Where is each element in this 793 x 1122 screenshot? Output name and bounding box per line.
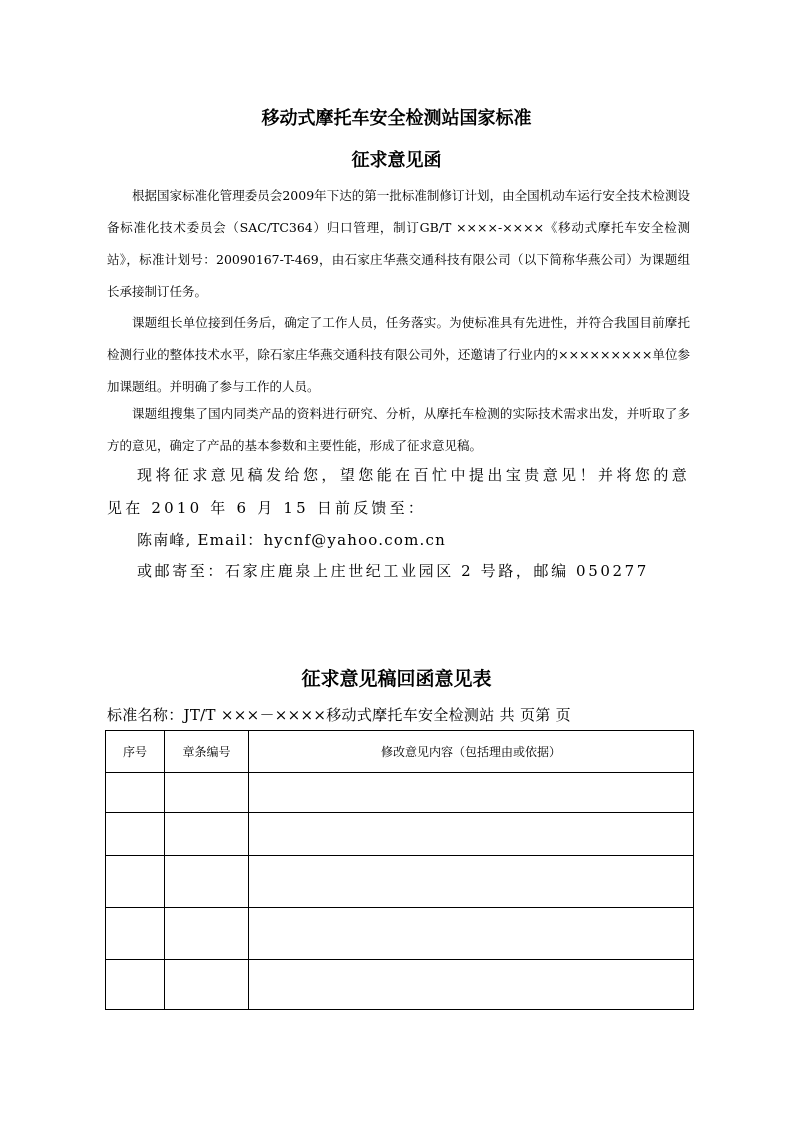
column-header-comment: 修改意见内容（包括理由或依据）	[249, 731, 694, 773]
document-title: 移动式摩托车安全检测站国家标准	[261, 108, 532, 129]
paragraph-1: 根据国家标准化管理委员会2009年下达的第一批标准制修订计划，由全国机动车运行安全技术检测设备标准化技术委员会（SAC/TC364）归口管理，制订GB/T ××××-××××《移动式摩托车安全检测站》，标准计划号：20090167-T-469，由石家庄华燕交通科技有限公司（以下简称华燕公司）为课题组长承接制订任务。	[107, 188, 690, 299]
table-cell[interactable]	[106, 773, 165, 813]
standard-name-line: 标准名称：JT/T ×××－××××移动式摩托车安全检测站 共 页第 页	[107, 706, 571, 724]
table-cell[interactable]	[165, 908, 249, 960]
paragraph-2: 课题组长单位接到任务后，确定了工作人员，任务落实。为使标准具有先进性，并符合我国目前摩托检测行业的整体技术水平，除石家庄华燕交通科技有限公司外，还邀请了行业内的×××××××××单位参加课题组。并明确了参与工作的人员。	[107, 315, 690, 394]
table-cell[interactable]	[249, 856, 694, 908]
table-row	[106, 908, 694, 960]
table-row	[106, 773, 694, 813]
table-cell[interactable]	[249, 908, 694, 960]
column-header-clause: 章条编号	[165, 731, 249, 773]
feedback-request: 现将征求意见稿发给您，望您能在百忙中提出宝贵意见！并将您的意见在 2010 年 6 月 15 日前反馈至：	[107, 466, 690, 517]
document-subtitle: 征求意见函	[351, 150, 442, 171]
table-cell[interactable]	[249, 813, 694, 856]
table-cell[interactable]	[249, 960, 694, 1010]
table-cell[interactable]	[249, 773, 694, 813]
table-row	[106, 960, 694, 1010]
table-row	[106, 813, 694, 856]
address-line: 或邮寄至：石家庄鹿泉上庄世纪工业园区 2 号路，邮编 050277	[137, 562, 649, 580]
table-row	[106, 856, 694, 908]
contact-line: 陈南峰, Email：hycnf@yahoo.com.cn	[137, 531, 446, 549]
table-cell[interactable]	[165, 960, 249, 1010]
feedback-table	[105, 730, 694, 1010]
table-cell[interactable]	[106, 960, 165, 1010]
table-cell[interactable]	[165, 856, 249, 908]
table-cell[interactable]	[165, 773, 249, 813]
form-title: 征求意见稿回函意见表	[301, 668, 492, 690]
table-cell[interactable]	[106, 813, 165, 856]
table-header-row	[106, 731, 694, 773]
table-cell[interactable]	[165, 813, 249, 856]
table-cell[interactable]	[106, 908, 165, 960]
column-header-number: 序号	[106, 731, 165, 773]
table-cell[interactable]	[106, 856, 165, 908]
paragraph-3: 课题组搜集了国内同类产品的资料进行研究、分析，从摩托车检测的实际技术需求出发，并听取了多方的意见，确定了产品的基本参数和主要性能，形成了征求意见稿。	[107, 406, 690, 453]
